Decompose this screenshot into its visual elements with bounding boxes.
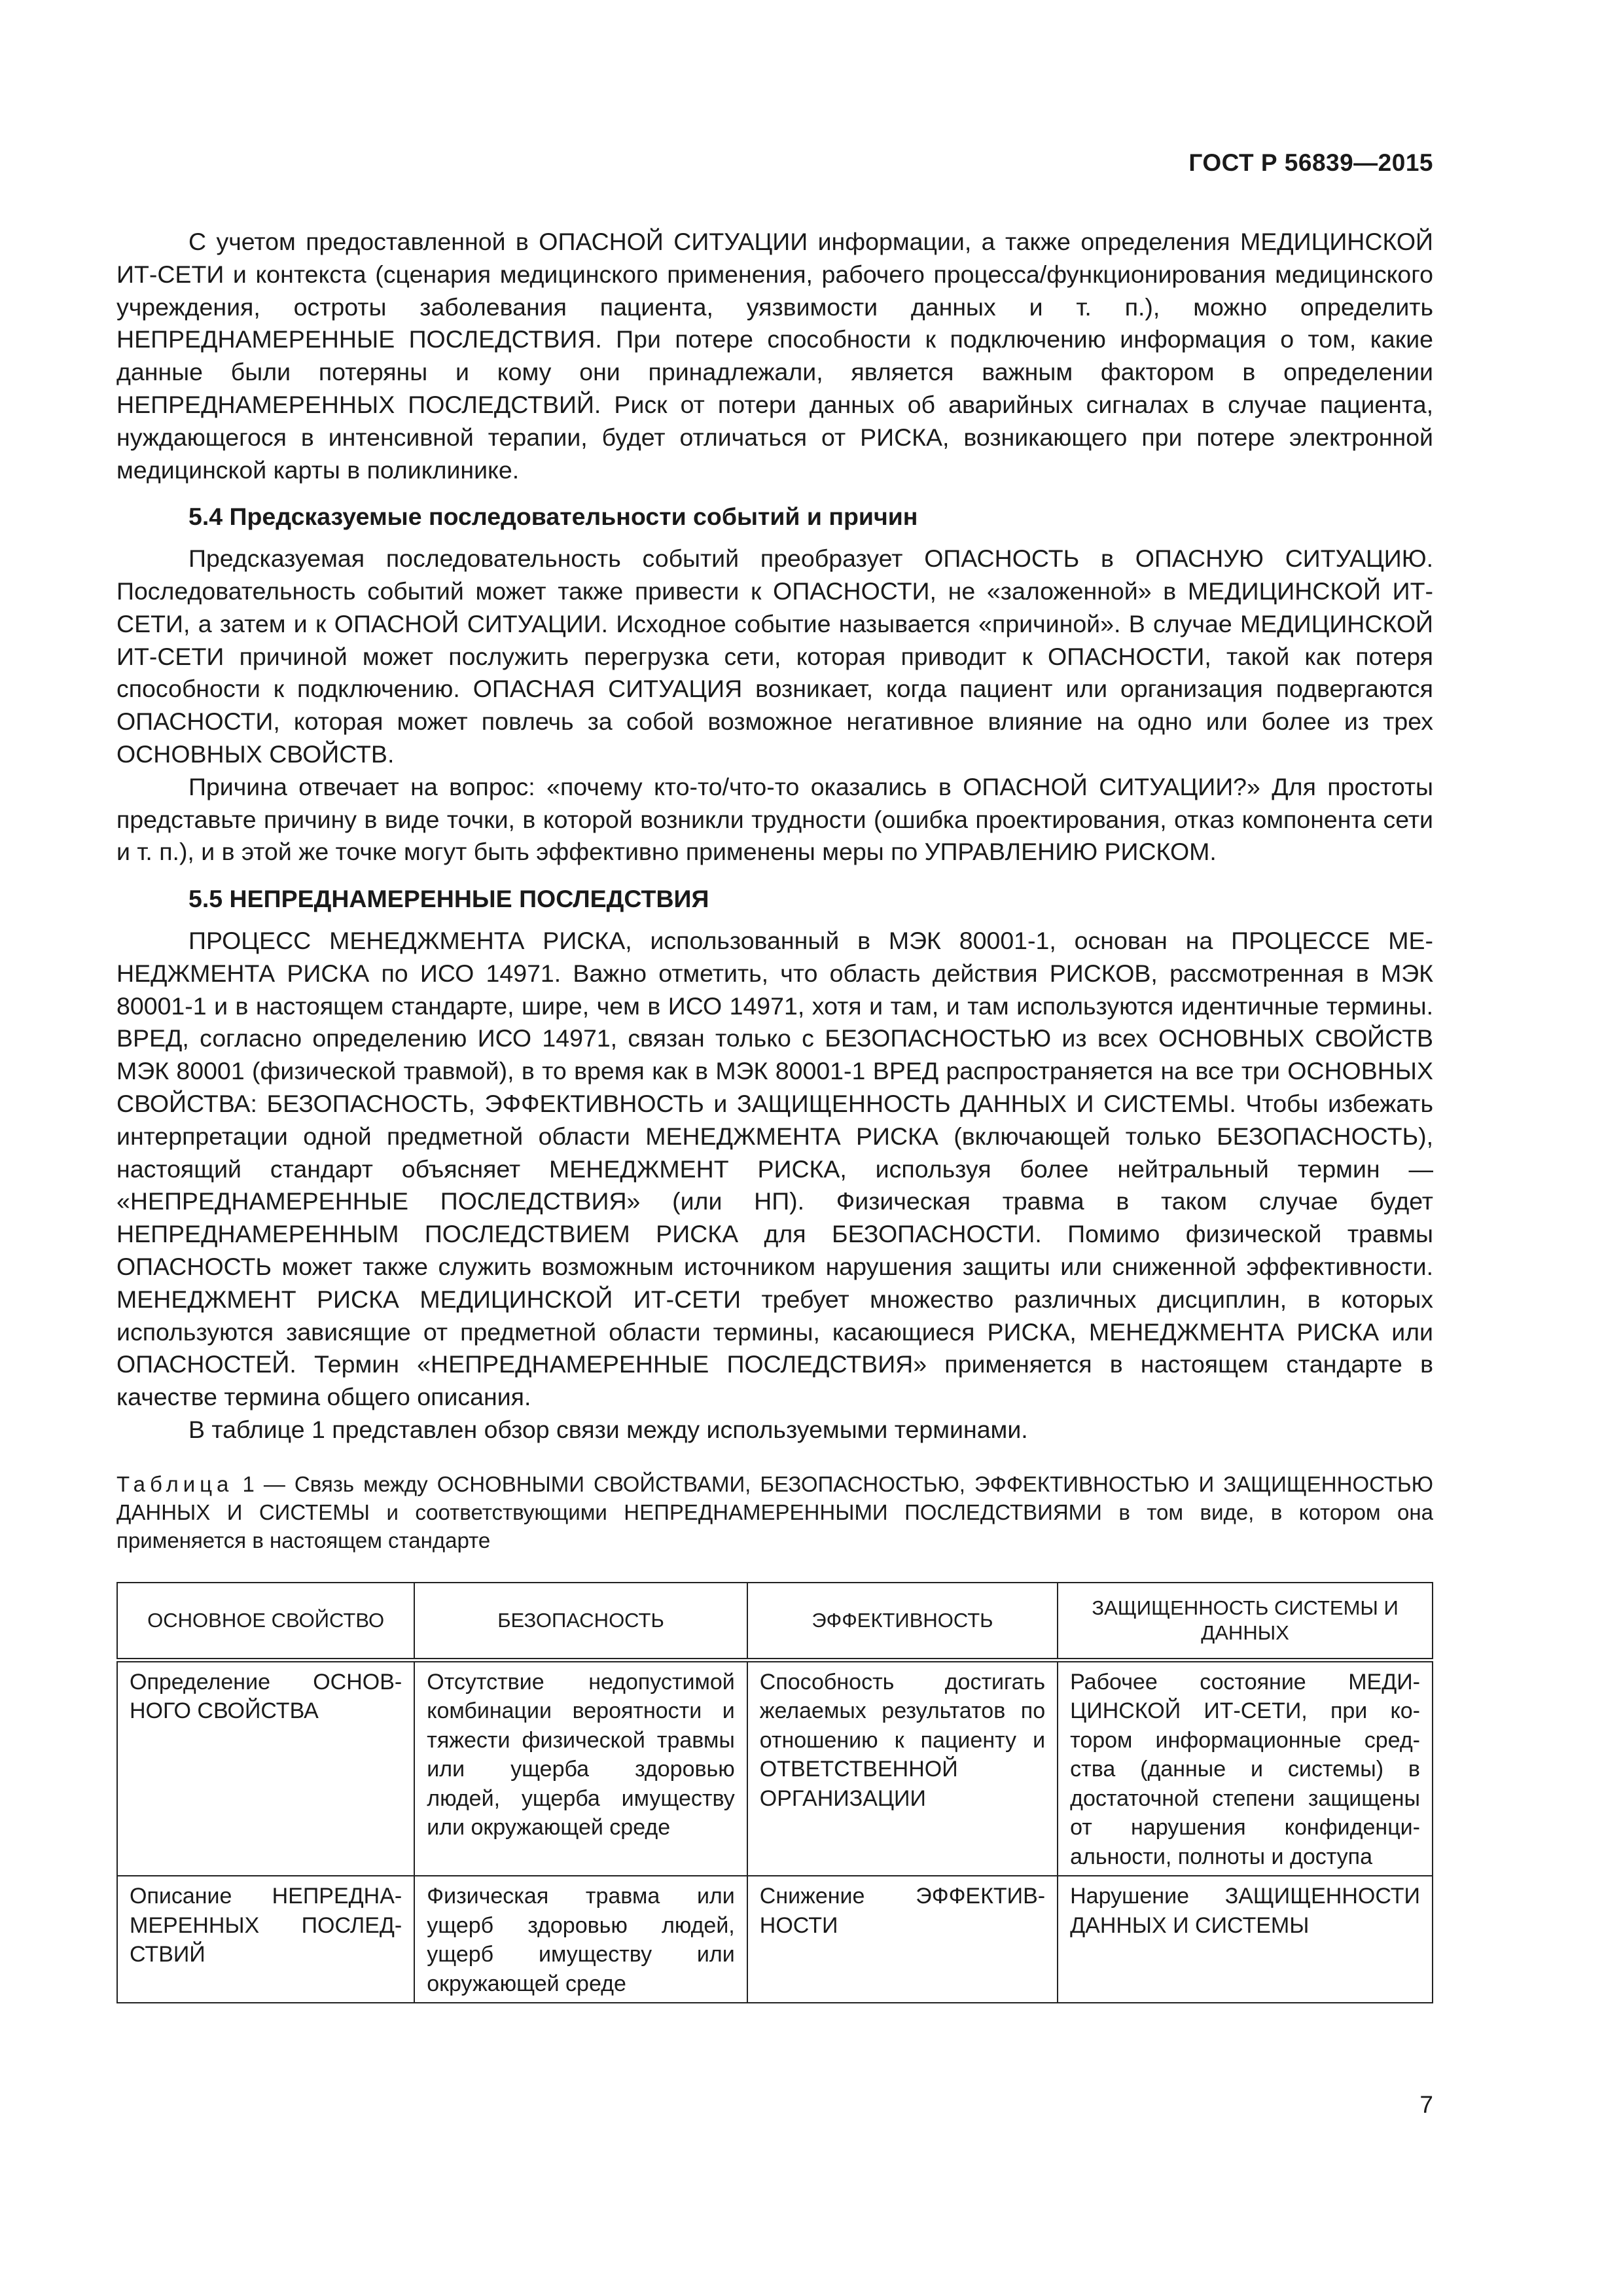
table-cell: Способность достигать желаемых результатов по отношению к пациенту и ОТВЕТСТВЕННОЙ ОРГАНИЗАЦИИ [747,1660,1058,1876]
table-cell: Рабочее состояние МЕДИЦИНСКОЙ ИТ-СЕТИ, при котором информационные средства (данные и системы) в достаточной степени защищены от нарушения конфиденциальности, полноты и доступа [1058,1660,1433,1876]
table-cell: Нарушение ЗАЩИЩЕННОСТИ ДАННЫХ И СИСТЕМЫ [1058,1876,1433,2003]
table-cell: Описание НЕПРЕДНАМЕРЕННЫХ ПОСЛЕДСТВИЙ [117,1876,414,2003]
table-cell: Снижение ЭФФЕКТИВНОСТИ [747,1876,1058,2003]
column-header: ЭФФЕКТИВНОСТЬ [747,1583,1058,1660]
paragraph-cause: Причина отвечает на вопрос: «почему кто-то/что-то оказались в ОПАСНОЙ СИТУАЦИИ?» Для простоты представьте причину в виде точки, в которой возникли трудности (ошибка проектирования, отказ компонента сети и т. п.), и в этой же точке могут быть эффективно применены меры по УПРАВЛЕНИЮ РИСКОМ. [116,772,1433,866]
table-cell: Отсутствие недопустимой комбинации вероятности и тяжести физической травмы или ущерба здоровью людей, ущерба имуществу или окружающей среде [414,1660,747,1876]
section-heading-5-5: 5.5 НЕПРЕДНАМЕРЕННЫЕ ПОСЛЕДСТВИЯ [188,885,709,913]
column-header: БЕЗОПАСНОСТЬ [414,1583,747,1660]
document-body [116,226,1433,2003]
section-heading-5-4: 5.4 Предсказуемые последовательности событий и причин [188,503,918,531]
paragraph-context: С учетом предоставленной в ОПАСНОЙ СИТУАЦИИ информации, а также определения МЕДИЦИНСКОЙ ИТ-СЕТИ и контекста (сценария медицинского применения, рабочего процесса/функционирования медицинского учреждения, остроты заболевания пациента, уязвимости данных и т. п.), можно определить НЕПРЕДНАМЕРЕННЫЕ ПОСЛЕДСТВИЯ. При потере способности к подключению информация о том, какие данные были потеряны и кому они принадлежали, является важным фактором в определении НЕПРЕДНАМЕРЕННЫХ ПОСЛЕДСТВИЙ. Риск от потери данных об аварийных сигналах в случае пациента, нуждающегося в интенсивной терапии, будет отличаться от РИСКА, возникающего при потере электронной медицинской карты в поликлинике. [116,228,1433,484]
table-row [117,1876,1433,2003]
standard-designation: ГОСТ Р 56839—2015 [1188,149,1433,176]
paragraph-table-intro: В таблице 1 представлен обзор связи между используемыми терминами. [188,1415,1028,1443]
table-row [117,1660,1433,1876]
paragraph-event-sequence: Предсказуемая последовательность событий преобразует ОПАСНОСТЬ в ОПАСНУЮ СИТУАЦИЮ. Последовательность событий может также привести к ОПАСНОСТИ, не «заложенной» в МЕДИЦИНСКОЙ ИТ-СЕТИ, а затем и к ОПАСНОЙ СИТУАЦИИ. Исходное событие называется «причиной». В случае МЕДИЦИНСКОЙ ИТ-СЕТИ причиной может послужить перегрузка сети, которая приводит к ОПАСНОСТИ, такой как потеря способности к подключению. ОПАСНАЯ СИТУАЦИЯ возникает, когда пациент или организация подвергаются ОПАСНОСТИ, которая может повлечь за собой возможное негативное влияние на одно или более из трех ОСНОВНЫХ СВОЙСТВ. [116,545,1433,768]
column-header: ЗАЩИЩЕННОСТЬ СИСТЕМЫ И ДАННЫХ [1058,1583,1433,1660]
table-caption-label: Таблица [116,1471,234,1496]
table-header-row [117,1583,1433,1660]
paragraph-risk-management: ПРОЦЕСС МЕНЕДЖМЕНТА РИСКА, использованный в МЭК 80001-1, основан на ПРОЦЕССЕ МЕНЕДЖМЕНТА РИСКА по ИСО 14971. Важно отметить, что область действия РИСКОВ, рассмотренная в МЭК 80001-1 и в настоящем стандарте, шире, чем в ИСО 14971, хотя и там, и там используются идентичные термины. ВРЕД, согласно определению ИСО 14971, связан только с БЕЗОПАСНОСТЬЮ из всех ОСНОВНЫХ СВОЙСТВ МЭК 80001 (физической травмой), в то время как в МЭК 80001-1 ВРЕД распространяется на все три ОСНОВНЫХ СВОЙСТВА: БЕЗОПАСНОСТЬ, ЭФФЕКТИВНОСТЬ и ЗАЩИЩЕННОСТЬ ДАННЫХ И СИСТЕМЫ. Чтобы избежать интерпретации одной предметной области МЕНЕДЖМЕНТА РИСКА (включающей только БЕЗОПАСНОСТЬ), настоящий стандарт объясняет МЕНЕДЖМЕНТ РИСКА, используя более нейтральный термин — «НЕПРЕДНАМЕРЕННЫЕ ПОСЛЕДСТВИЯ» (или НП). Физическая травма в таком случае будет НЕПРЕДНАМЕРЕННЫМ ПОСЛЕДСТВИЕМ РИСКА для БЕЗОПАСНОСТИ. Помимо физической травмы ОПАСНОСТЬ может также служить возможным источником нарушения защиты или сниженной эффективности. МЕНЕДЖМЕНТ РИСКА МЕДИЦИНСКОЙ ИТ-СЕТИ требует множество различных дисциплин, в которых используются зависящие от предметной области термины, касающиеся РИСКА, МЕНЕДЖМЕНТА РИСКА или ОПАСНОСТЕЙ. Термин «НЕПРЕДНАМЕРЕННЫЕ ПОСЛЕДСТВИЯ» применяется в настоящем стандарте в качестве термина общего описания. [116,926,1433,1411]
table-caption [116,1470,1433,1554]
key-properties-table [116,1582,1433,2004]
table-caption-text: 1 — Связь между ОСНОВНЫМИ СВОЙСТВАМИ, БЕЗОПАСНОСТЬЮ, ЭФФЕКТИВНОСТЬЮ И ЗАЩИЩЕННОСТЬЮ ДАННЫХ И СИСТЕМЫ и соответствующими НЕПРЕДНАМЕРЕННЫМИ ПОСЛЕДСТВИЯМИ в том виде, в котором она применяется в настоящем стандарте [116,1471,1434,1552]
table-cell: Определение ОСНОВНОГО СВОЙСТВА [117,1660,414,1876]
table-cell: Физическая травма или ущерб здоровью людей, ущерб имуществу или окружающей среде [414,1876,747,2003]
column-header: ОСНОВНОЕ СВОЙСТВО [117,1583,414,1660]
page-number: 7 [1419,2091,1433,2118]
document-page [116,0,1433,2296]
